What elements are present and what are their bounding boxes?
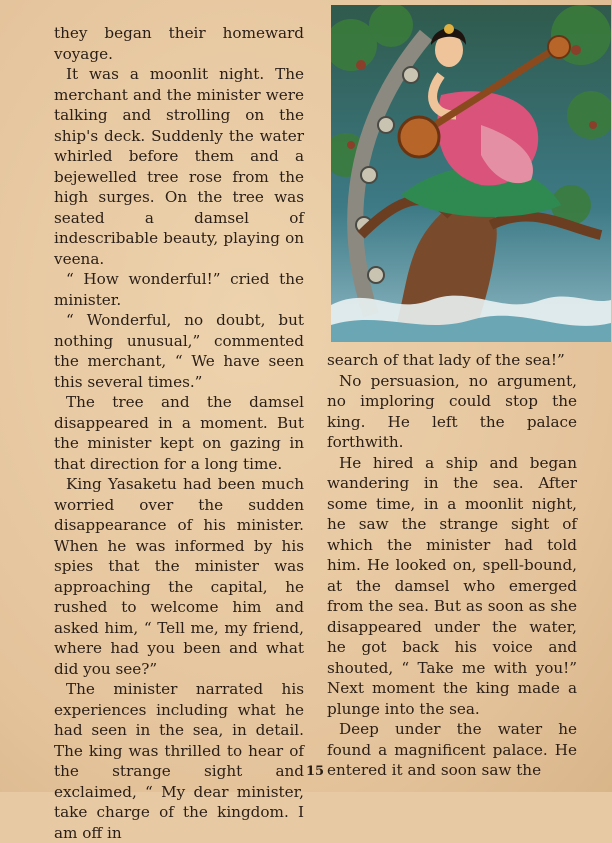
paragraph: “ How wonderful!” cried the minister. xyxy=(54,270,304,309)
paragraph: The tree and the damsel disappeared in a moment. But the minister kept on gazing in that direction for a long time. xyxy=(54,393,304,473)
illustration-damsel-on-tree xyxy=(331,5,611,342)
paragraph: He hired a ship and began wandering in the sea. After some time, in a moonlit night, he saw the strange sight of which the minister had told him. He looked on, spell-bound, at the damsel who emerged from the sea. But as soon as she disappeared under the water, he got back his voice and shouted, “ Take me with you!” Next moment the king made a plunge into the sea. xyxy=(327,453,577,718)
damsel-veena-picture xyxy=(331,5,611,342)
paragraph: It was a moonlit night. The merchant and the minister were talking and strolling on the ship's deck. Suddenly the water whirled before them and a bejewelled tree rose from the high surges. On the tree was seated a damsel of indescribable beauty, playing on veena. xyxy=(54,65,304,268)
page-number: 15 xyxy=(305,764,325,779)
paragraph: they began their homeward voyage. xyxy=(54,24,304,63)
right-text-column xyxy=(327,350,577,781)
paragraph: No persuasion, no argument, no imploring could stop the king. He left the palace forthwith. xyxy=(327,371,577,451)
paragraph: “ Wonderful, no doubt, but nothing unusual,” commented the merchant, “ We have seen this several times.” xyxy=(54,311,304,391)
paragraph: search of that lady of the sea!” xyxy=(327,351,565,369)
paragraph: King Yasaketu had been much worried over the sudden disappearance of his minister. When he was informed by his spies that the minister was approaching the capital, he rushed to welcome him and asked him, “ Tell me, my friend, where had you been and what did you see?” xyxy=(54,475,304,678)
paragraph: The minister narrated his experiences including what he had seen in the sea, in detail. The king was thrilled to hear of the strange sight and exclaimed, “ My dear minister, take charge of the kingdom. I am off in xyxy=(54,680,304,842)
left-text-column xyxy=(54,23,304,843)
paragraph: Deep under the water he found a magnificent palace. He entered it and soon saw the xyxy=(327,720,577,779)
